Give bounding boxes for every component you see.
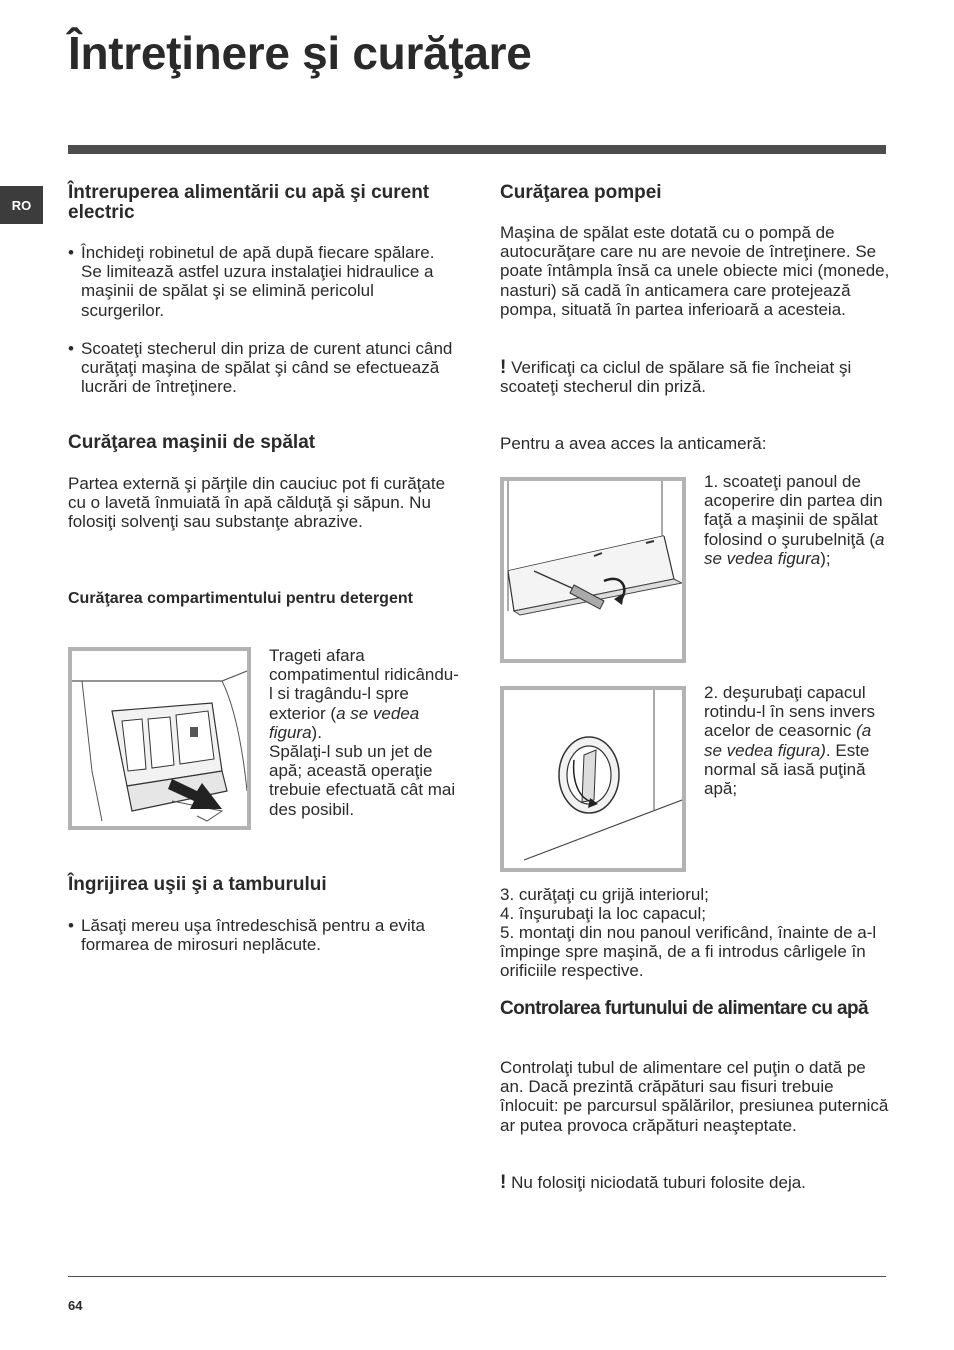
bullet-icon: • [68, 916, 74, 935]
section-text: Controlaţi tubul de alimentare cel puţin o dată pe an. Dacă prezintă crăpături sau fisuri trebuie înlocuit: pe parcursul spălărilor, presiunea puternică ar putea provoca crăpături neaşteptate. [500, 1058, 889, 1135]
pump-cap-figure [500, 686, 686, 872]
step-2: 2. deşurubaţi capacul rotindu-l în sens invers acelor de ceasornic (a se vedea figura). Este normal să iasă puţină apă; [704, 683, 876, 799]
section-text: Maşina de spălat este dotată cu o pompă de autocurăţare care nu are nevoie de întreţinere. Se poate întâmpla însă ca unele obiecte mici (monede, nasturi) să cadă în anticamera care protejează pompa, situată în partea inferioară a acesteia. [500, 223, 890, 319]
step-3: 3. curăţaţi cu grijă interiorul; [500, 885, 709, 904]
section-text: Partea externă şi părţile din cauciuc pot fi curăţate cu o lavetă înmuiată în apă călduţă şi săpun. Nu folosiţi solvenţi sau substanţe abrazive. [68, 474, 446, 532]
remove-panel-figure [500, 477, 686, 663]
header-divider [68, 145, 886, 154]
warning-icon: ! [500, 357, 507, 378]
language-tab [0, 186, 43, 224]
bullet-icon: • [68, 243, 74, 262]
page-number: 64 [68, 1298, 83, 1313]
step-4: 4. înşurubaţi la loc capacul; [500, 904, 707, 923]
access-intro: Pentru a avea acces la anticameră: [500, 434, 767, 453]
page-title: Întreţinere şi curăţare [68, 27, 532, 79]
warning-icon: ! [500, 1172, 507, 1193]
section-heading-door-drum: Îngrijirea uşii şi a tamburului [68, 874, 327, 895]
footer-divider [68, 1276, 886, 1277]
step-1: 1. scoateţi panoul de acoperire din partea din faţă a maşinii de spălat folosind o şurubelniţă (a se vedea figura); [704, 472, 885, 568]
warning-note: ! Verificaţi ca ciclul de spălare să fie încheiat şi scoateţi stecherul din priză. [500, 357, 852, 397]
list-item-text: Închideţi robinetul de apă după fiecare spălare. Se limitează astfel uzura instalaţiei hidraulice a maşinii de spălat şi se elimină pericolul scurgerilor. [81, 243, 435, 320]
detergent-drawer-figure [68, 647, 251, 830]
section-heading-detergent-drawer: Curăţarea compartimentului pentru detergent [68, 590, 413, 607]
detergent-drawer-instructions: Trageti afara compatimentul ridicându-l si tragându-l spre exterior (a se vedea figura). Spălaţi-l sub un jet de apă; această operaţie trebuie efectuată cât mai des posibil. [269, 646, 459, 819]
section-heading-pump-cleaning: Curăţarea pompei [500, 182, 662, 203]
step-5: 5. montaţi din nou panoul verificând, înainte de a-l împinge spre maşină, de a fi introdus cârligele în orificiile respective. [500, 923, 877, 981]
bullet-icon: • [68, 339, 74, 358]
warning-note: ! Nu folosiţi niciodată tuburi folosite deja. [500, 1172, 806, 1193]
language-label: RO [11, 197, 32, 213]
section-heading-power-water: Întreruperea alimentării cu apă şi curent electric [68, 182, 430, 223]
section-heading-hose-check: Controlarea furtunului de alimentare cu apă [500, 998, 868, 1019]
list-item-text: Scoateţi stecherul din priza de curent atunci când curăţaţi maşina de spălat şi când se efectuează lucrări de întreţinere. [81, 339, 453, 397]
section-heading-machine-cleaning: Curăţarea maşinii de spălat [68, 432, 316, 453]
list-item-text: Lăsaţi mereu uşa întredeschisă pentru a evita formarea de mirosuri neplăcute. [81, 916, 425, 955]
